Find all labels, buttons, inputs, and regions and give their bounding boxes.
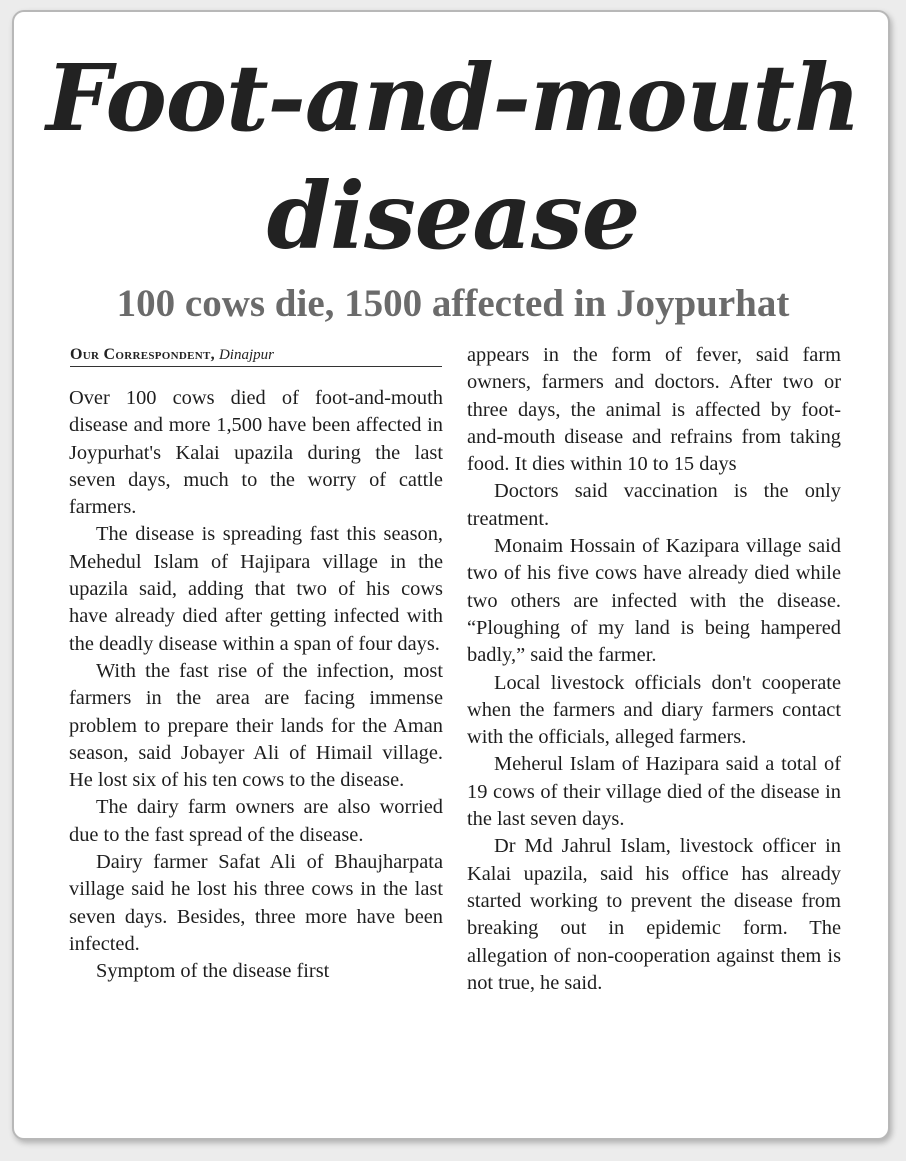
byline bbox=[70, 344, 442, 367]
headline-line-1: Foot-and-mouth bbox=[46, 44, 860, 152]
byline-author: Our Correspondent, bbox=[70, 346, 215, 363]
paragraph: Monaim Hossain of Kazipara village said two of his five cows have already died while two others are infected with the disease. “Ploughing of my land is being hampered badly,” said the farmer. bbox=[467, 535, 841, 667]
headline-line-2: disease bbox=[266, 162, 640, 270]
article-column-right bbox=[467, 342, 841, 997]
article-column-left bbox=[69, 385, 443, 986]
paragraph: Meherul Islam of Hazipara said a total of 19 cows of their village died of the disease in the last seven days. bbox=[467, 753, 841, 831]
paragraph: With the fast rise of the infection, most farmers in the area are facing immense problem to prepare their lands for the Aman season, said Jobayer Ali of Himail village. He lost six of his ten cows to the disease. bbox=[69, 659, 443, 792]
paragraph: Dairy farmer Safat Ali of Bhaujharpata village said he lost his three cows in the last seven days. Besides, three more have been infected. bbox=[69, 851, 443, 955]
paragraph: appears in the form of fever, said farm owners, farmers and doctors. After two or three days, the animal is affected by foot-and-mouth disease and refrains from taking food. It dies within 10 to 15 days bbox=[467, 344, 841, 476]
paragraph: Local livestock officials don't cooperate when the farmers and diary farmers contact with the officials, alleged farmers. bbox=[467, 671, 841, 749]
paragraph: Over 100 cows died of foot-and-mouth disease and more 1,500 have been affected in Joypurhat's Kalai upazila during the last seven days, much to the worry of cattle farmers. bbox=[69, 387, 443, 519]
paragraph: Doctors said vaccination is the only treatment. bbox=[467, 480, 841, 530]
byline-place: Dinajpur bbox=[218, 347, 274, 363]
paragraph: Symptom of the disease first bbox=[96, 960, 330, 983]
paragraph: Dr Md Jahrul Islam, livestock officer in Kalai upazila, said his office has already started working to prevent the disease from breaking out in epidemic form. The allegation of non-cooperation against them is not true, he said. bbox=[467, 835, 841, 994]
newspaper-clipping bbox=[12, 10, 890, 1140]
subheadline: 100 cows die, 1500 affected in Joypurhat bbox=[116, 282, 790, 325]
paragraph: The disease is spreading fast this season, Mehedul Islam of Hajipara village in the upazila said, adding that two of his cows have already died after getting infected with the deadly disease within a span of four days. bbox=[69, 523, 443, 655]
paragraph: The dairy farm owners are also worried due to the fast spread of the disease. bbox=[69, 796, 443, 846]
